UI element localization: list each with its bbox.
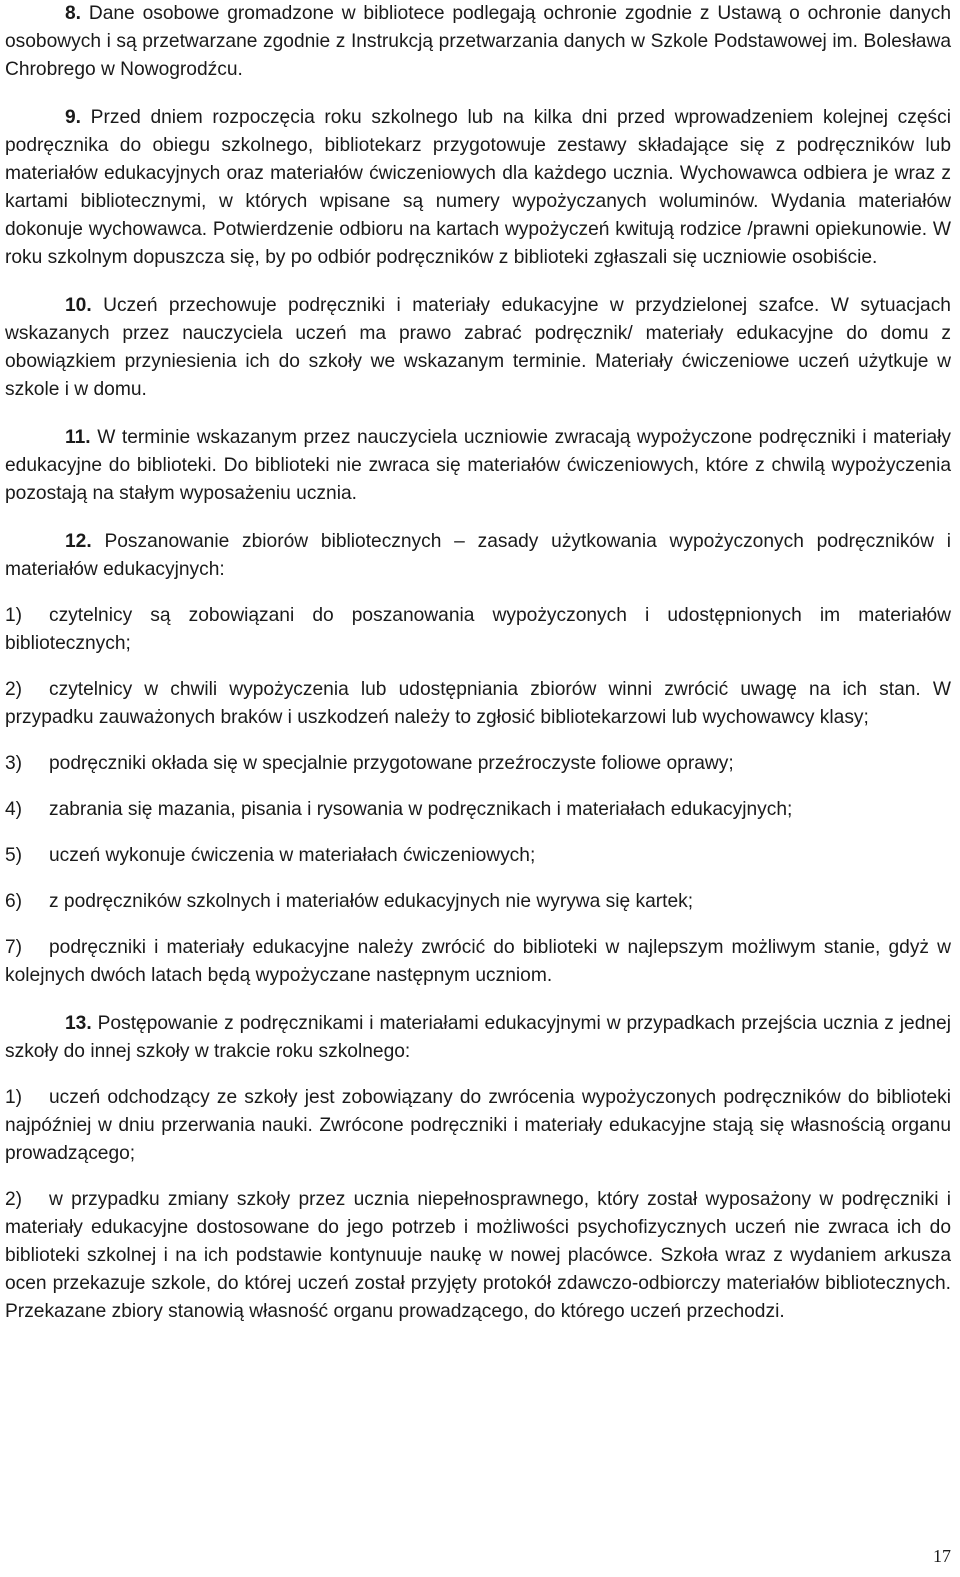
paragraph-9 xyxy=(5,104,951,272)
list-item xyxy=(5,842,951,870)
list-item-number: 7) xyxy=(5,937,23,958)
paragraph-text: W terminie wskazanym przez nauczyciela uczniowie zwracają wypożyczone podręczniki i materiały edukacyjne do biblioteki. Do biblioteki nie zwraca się materiałów ćwiczeniowych, które z chwilą wypożyczenia pozostają na stałym wyposażeniu ucznia. xyxy=(5,427,951,504)
paragraph-number: 8. xyxy=(65,3,82,24)
list-item-text: czytelnicy w chwili wypożyczenia lub udostępniania zbiorów winni zwrócić uwagę na ich stan. W przypadku zauważonych braków i uszkodzeń należy to zgłosić bibliotekarzowi lub wychowawcy klasy; xyxy=(5,679,951,728)
list-item-number: 2) xyxy=(5,679,23,700)
list-item-number: 5) xyxy=(5,845,23,866)
list-item-text: podręczniki okłada się w specjalnie przygotowane przeźroczyste foliowe oprawy; xyxy=(49,753,734,774)
list-item-number: 6) xyxy=(5,891,23,912)
list-item xyxy=(5,1084,951,1168)
list-item xyxy=(5,934,951,990)
list-item-text: czytelnicy są zobowiązani do poszanowania wypożyczonych i udostępnionych im materiałów bibliotecznych; xyxy=(5,605,951,654)
paragraph-text: Postępowanie z podręcznikami i materiałami edukacyjnymi w przypadkach przejścia ucznia z jednej szkoły do innej szkoły w trakcie roku szkolnego: xyxy=(5,1013,951,1062)
paragraph-number: 9. xyxy=(65,107,82,128)
paragraph-number: 12. xyxy=(65,531,92,552)
paragraph-text: Poszanowanie zbiorów bibliotecznych – zasady użytkowania wypożyczonych podręczników i materiałów edukacyjnych: xyxy=(5,531,951,580)
list-item-text: w przypadku zmiany szkoły przez ucznia niepełnosprawnego, który został wyposażony w podręczniki i materiały edukacyjne dostosowane do jego potrzeb i możliwości psychofizycznych uczeń nie zwraca ich do biblioteki szkolnej i na ich podstawie kontynuuje naukę w nowej placówce. Szkoła wraz z wydaniem arkusza ocen przekazuje szkole, do której uczeń został przyjęty protokół zdawczo-odbiorczy materiałów bibliotecznych. Przekazane zbiory stanowią własność organu prowadzącego, do którego uczeń przechodzi. xyxy=(5,1189,951,1322)
paragraph-text: Uczeń przechowuje podręczniki i materiały edukacyjne w przydzielonej szafce. W sytuacjach wskazanych przez nauczyciela uczeń ma prawo zabrać podręcznik/ materiały edukacyjne do domu z obowiązkiem przyniesienia ich do szkoły we wskazanym terminie. Materiały ćwiczeniowe uczeń użytkuje w szkole i w domu. xyxy=(5,295,951,400)
list-item-text: uczeń odchodzący ze szkoły jest zobowiązany do zwrócenia wypożyczonych podręczników do biblioteki najpóźniej w dniu przerwania nauki. Zwrócone podręczniki i materiały edukacyjne stają się własnością organu prowadzącego; xyxy=(5,1087,951,1164)
list-item xyxy=(5,676,951,732)
paragraph-number: 11. xyxy=(65,427,91,448)
paragraph-8 xyxy=(5,0,951,84)
list-item xyxy=(5,602,951,658)
list-item-number: 1) xyxy=(5,1087,23,1108)
paragraph-text: Przed dniem rozpoczęcia roku szkolnego lub na kilka dni przed wprowadzeniem kolejnej części podręcznika do obiegu szkolnego, bibliotekarz przygotowuje zestawy składające się z podręczników lub materiałów edukacyjnych oraz materiałów ćwiczeniowych dla każdego ucznia. Wychowawca odbiera je wraz z kartami bibliotecznymi, w których wpisane są numery wypożyczanych woluminów. Wydania materiałów dokonuje wychowawca. Potwierdzenie odbioru na kartach wypożyczeń kwitują rodzice /prawni opiekunowie. W roku szkolnym dopuszcza się, by po odbiór podręczników z biblioteki zgłaszali się uczniowie osobiście. xyxy=(5,107,951,268)
list-item-number: 4) xyxy=(5,799,23,820)
list-item xyxy=(5,796,951,824)
list-item-text: z podręczników szkolnych i materiałów edukacyjnych nie wyrywa się kartek; xyxy=(49,891,694,912)
document-body xyxy=(5,0,951,1326)
paragraph-number: 10. xyxy=(65,295,92,316)
list-item-text: uczeń wykonuje ćwiczenia w materiałach ćwiczeniowych; xyxy=(49,845,536,866)
paragraph-number: 13. xyxy=(65,1013,92,1034)
list-item-text: podręczniki i materiały edukacyjne należy zwrócić do biblioteki w najlepszym możliwym stanie, gdyż w kolejnych dwóch latach będą wypożyczane następnym uczniom. xyxy=(5,937,951,986)
list-item-number: 2) xyxy=(5,1189,23,1210)
list-item xyxy=(5,1186,951,1326)
paragraph-10 xyxy=(5,292,951,404)
paragraph-11 xyxy=(5,424,951,508)
list-item-number: 1) xyxy=(5,605,23,626)
page-number: 17 xyxy=(933,1546,951,1566)
paragraph-text: Dane osobowe gromadzone w bibliotece podlegają ochronie zgodnie z Ustawą o ochronie danych osobowych i są przetwarzane zgodnie z Instrukcją przetwarzania danych w Szkole Podstawowej im. Bolesława Chrobrego w Nowogrodźcu. xyxy=(5,3,951,80)
list-item-text: zabrania się mazania, pisania i rysowania w podręcznikach i materiałach edukacyjnych; xyxy=(49,799,793,820)
paragraph-13 xyxy=(5,1010,951,1066)
paragraph-12 xyxy=(5,528,951,584)
list-item xyxy=(5,750,951,778)
list-item-number: 3) xyxy=(5,753,23,774)
list-item xyxy=(5,888,951,916)
